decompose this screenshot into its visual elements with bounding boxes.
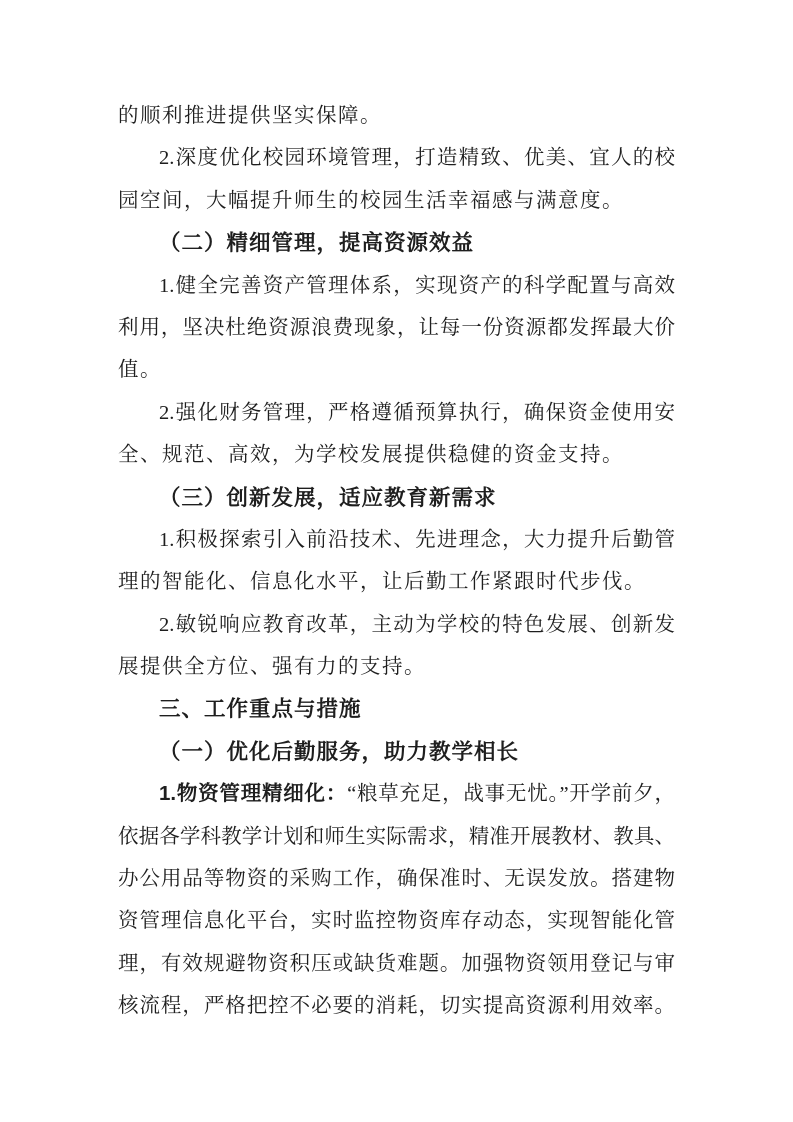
doc-line: [118, 773, 675, 815]
chapter-heading: [118, 688, 675, 730]
text-run: 2.强化财务管理，严格遵循预算执行，确保资金使用安: [159, 401, 675, 424]
bold-run: 1.物资管理精细化：: [159, 782, 348, 806]
text-run: 理，有效规避物资积压或缺货难题。加强物资领用登记与审: [118, 952, 675, 975]
text-run: “粮草充足，战事无忧。”开学前夕，: [347, 783, 675, 806]
section-heading: [118, 222, 675, 264]
text-run: 资管理信息化平台，实时监控物资库存动态，实现智能化管: [118, 910, 675, 933]
text-run: 展提供全方位、强有力的支持。: [118, 656, 426, 679]
text-run: 的顺利推进提供坚实保障。: [118, 105, 382, 127]
doc-line: [118, 985, 675, 1027]
doc-line: [118, 307, 675, 349]
text-run: 园空间，大幅提升师生的校园生活幸福感与满意度。: [118, 189, 624, 212]
text-run: 核流程，严格把控不必要的消耗，切实提高资源利用效率。: [118, 995, 675, 1018]
section-heading: [118, 731, 675, 773]
doc-line: [118, 900, 675, 942]
doc-line: [118, 519, 675, 561]
text-run: 利用，坚决杜绝资源浪费现象，让每一份资源都发挥最大价: [118, 316, 675, 339]
doc-line: [118, 561, 675, 603]
text-run: 理的智能化、信息化水平，让后勤工作紧跟时代步伐。: [118, 571, 646, 594]
doc-line: [118, 858, 675, 900]
doc-line: [118, 349, 675, 391]
text-run: 全、规范、高效，为学校发展提供稳健的资金支持。: [118, 444, 624, 467]
doc-line: [118, 265, 675, 307]
text-run: 三、工作重点与措施: [159, 697, 362, 722]
doc-line: [118, 816, 675, 858]
text-run: （二）精细管理，提高资源效益: [159, 231, 475, 256]
doc-line: [118, 392, 675, 434]
document-body: [118, 95, 675, 1028]
section-heading: [118, 477, 675, 519]
text-run: （一）优化后勤服务，助力教学相长: [159, 739, 520, 764]
doc-line: [118, 180, 675, 222]
doc-line: [118, 943, 675, 985]
text-run: 依据各学科教学计划和师生实际需求，精准开展教材、教具、: [118, 825, 675, 848]
text-run: 办公用品等物资的采购工作，确保准时、无误发放。搭建物: [118, 868, 675, 891]
text-run: （三）创新发展，适应教育新需求: [159, 485, 497, 510]
text-run: 2.深度优化校园环境管理，打造精致、优美、宜人的校: [159, 147, 675, 170]
text-run: 值。: [118, 359, 162, 382]
doc-line: [118, 646, 675, 688]
doc-line: [118, 434, 675, 476]
doc-line: [118, 95, 675, 137]
doc-line: [118, 137, 675, 179]
text-run: 2.敏锐响应教育改革，主动为学校的特色发展、创新发: [159, 613, 675, 636]
text-run: 1.健全完善资产管理体系，实现资产的科学配置与高效: [159, 274, 675, 297]
text-run: 1.积极探索引入前沿技术、先进理念，大力提升后勤管: [159, 528, 675, 551]
doc-line: [118, 604, 675, 646]
